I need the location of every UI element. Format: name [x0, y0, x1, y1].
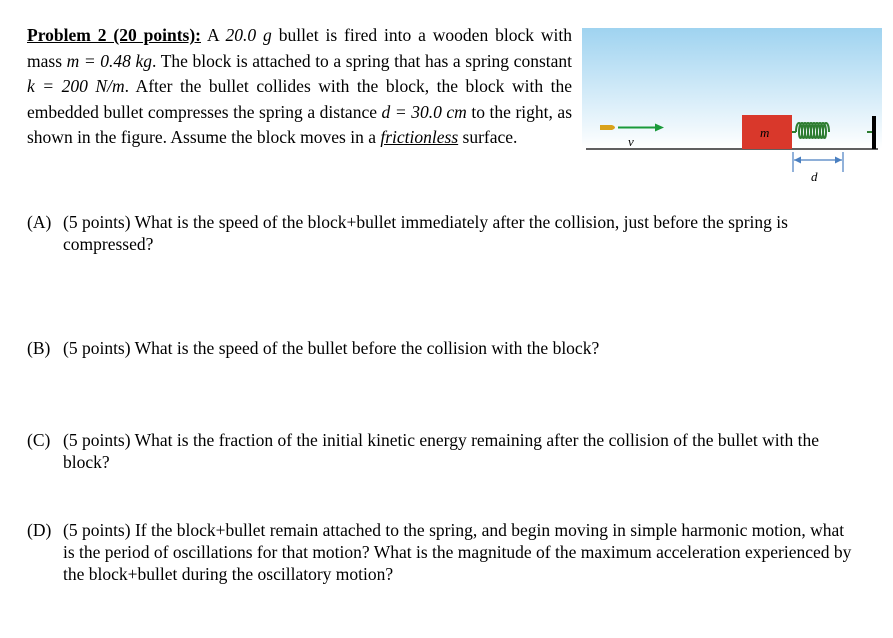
problem-text-1: A: [201, 25, 226, 45]
block-mass: m = 0.48 kg: [66, 50, 153, 71]
question-c-label: (C): [27, 430, 51, 450]
question-a-text: (5 points) What is the speed of the block+bullet immediately after the collision, just before the spring is compressed?: [63, 212, 788, 254]
distance-label: d: [811, 169, 818, 184]
spring-constant: k = 200 N/m: [27, 76, 125, 96]
problem-text-3: . The block is attached to a spring that has a spring constant: [152, 50, 572, 71]
compression-distance: d = 30.0 cm: [381, 101, 467, 122]
distance-arrow-right-icon: [835, 157, 842, 164]
problem-title: Problem 2 (20 points):: [27, 25, 201, 45]
distance-arrow-left-icon: [794, 157, 801, 164]
frictionless-word: frictionless: [380, 127, 459, 147]
question-b: [27, 337, 857, 359]
problem-text-4: . After the bullet collides with the block, the block with the embedded bullet compresses the spring a distance: [27, 76, 572, 122]
problem-text-2: bullet is fired into a wooden block with mass: [27, 25, 573, 71]
question-a-label: (A): [27, 212, 52, 232]
sky-background: [582, 28, 882, 149]
question-a: [27, 211, 857, 255]
bullet-mass: 20.0 g: [225, 25, 272, 45]
question-b-label: (B): [27, 338, 51, 358]
question-d-text: (5 points) If the block+bullet remain attached to the spring, and begin moving in simple harmonic motion, what is the period of oscillations for that motion? What is the magnitude of the maximum acceleration experienced by the block+bullet during the oscillatory motion?: [63, 520, 852, 584]
problem-text-5: to the right, as shown in the figure. Assume the block moves in a: [27, 101, 572, 147]
problem-text-6: surface.: [458, 127, 518, 147]
question-d: [27, 519, 857, 585]
velocity-label: v: [628, 134, 634, 149]
problem-statement: [27, 23, 572, 151]
mass-label: m: [760, 125, 770, 140]
question-c: [27, 429, 857, 473]
question-b-text: (5 points) What is the speed of the bullet before the collision with the block?: [63, 338, 600, 358]
bullet-icon: [600, 125, 615, 130]
collision-figure: [582, 28, 882, 193]
wall: [872, 116, 876, 149]
question-d-label: (D): [27, 520, 52, 540]
question-c-text: (5 points) What is the fraction of the initial kinetic energy remaining after the collision of the bullet with the block?: [63, 430, 820, 472]
